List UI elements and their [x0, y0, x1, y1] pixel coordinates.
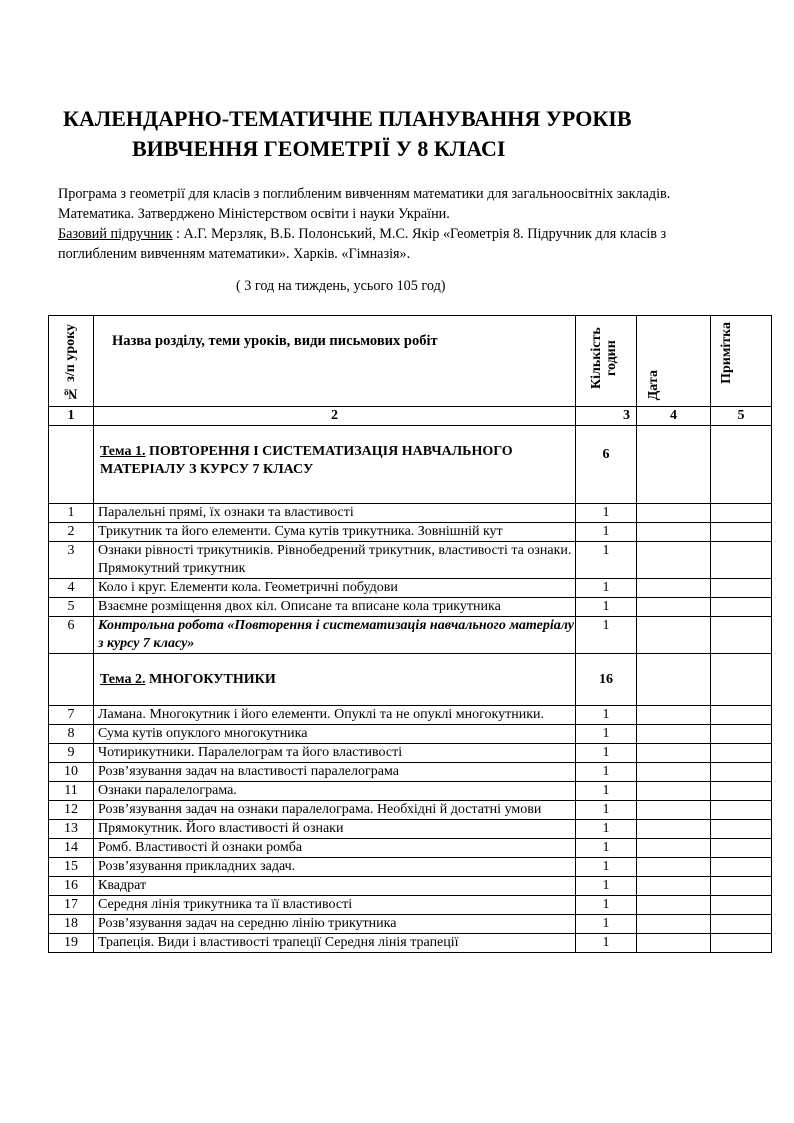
note-cell[interactable]: [711, 782, 772, 801]
table-row: [49, 877, 772, 896]
lesson-title: Розв’язування задач на ознаки паралелограма. Необхідні й достатні умови: [94, 801, 576, 820]
lesson-title: Взаємне розміщення двох кіл. Описане та вписане кола трикутника: [94, 598, 576, 617]
hours-cell: 1: [576, 617, 637, 654]
test-title: Контрольна робота «Повторення і систематизація навчального матеріалу з курсу 7 класу»: [94, 617, 576, 654]
hours-cell: 1: [576, 744, 637, 763]
lesson-title: Ламана. Многокутник і його елементи. Опуклі та не опуклі многокутники.: [94, 706, 576, 725]
plan-table-body: [49, 426, 772, 953]
table-row: [49, 820, 772, 839]
date-cell[interactable]: [637, 801, 711, 820]
plan-table: [48, 315, 772, 953]
lesson-number: 9: [49, 744, 94, 763]
textbook-label: Базовий підручник: [58, 226, 173, 242]
document-title: [63, 104, 763, 164]
note-cell[interactable]: [711, 579, 772, 598]
date-cell[interactable]: [637, 839, 711, 858]
date-cell[interactable]: [637, 820, 711, 839]
column-number: 5: [711, 407, 772, 426]
table-row: [49, 706, 772, 725]
header-date: Дата: [637, 316, 711, 407]
date-cell[interactable]: [637, 915, 711, 934]
intro-paragraph: [58, 184, 748, 264]
test-row: [49, 617, 772, 654]
topic-row: [49, 654, 772, 706]
date-cell[interactable]: [637, 782, 711, 801]
hours-cell: 1: [576, 820, 637, 839]
table-row: [49, 523, 772, 542]
lesson-number: 10: [49, 763, 94, 782]
lesson-number: 19: [49, 934, 94, 953]
title-line-1: КАЛЕНДАРНО-ТЕМАТИЧНЕ ПЛАНУВАННЯ УРОКІВ: [63, 106, 632, 131]
lesson-title: Сума кутів опуклого многокутника: [94, 725, 576, 744]
date-cell[interactable]: [637, 579, 711, 598]
lesson-number: 15: [49, 858, 94, 877]
lesson-title: Трикутник та його елементи. Сума кутів трикутника. Зовнішній кут: [94, 523, 576, 542]
table-row: [49, 934, 772, 953]
topic-label: Тема 1.: [100, 444, 146, 459]
topic-title: [94, 426, 576, 504]
textbook-text: : А.Г. Мерзляк, В.Б. Полонський, М.С. Якір «Геометрія 8. Підручник для класів з поглибленим вивченням математики». Харків. «Гімназія».: [58, 226, 667, 262]
date-cell[interactable]: [637, 706, 711, 725]
table-row: [49, 896, 772, 915]
lesson-title: Розв’язування прикладних задач.: [94, 858, 576, 877]
note-cell[interactable]: [711, 617, 772, 654]
note-cell[interactable]: [711, 896, 772, 915]
note-cell[interactable]: [711, 598, 772, 617]
column-number: 4: [637, 407, 711, 426]
lesson-title: Трапеція. Види і властивості трапеції Середня лінія трапеції: [94, 934, 576, 953]
hours-cell: 1: [576, 523, 637, 542]
topic-name: ПОВТОРЕННЯ І СИСТЕМАТИЗАЦІЯ НАВЧАЛЬНОГО МАТЕРІАЛУ З КУРСУ 7 КЛАСУ: [100, 444, 513, 477]
hours-note: ( 3 год на тиждень, усього 105 год): [236, 278, 446, 294]
date-cell[interactable]: [637, 504, 711, 523]
header-no: № з/п уроку: [49, 316, 94, 407]
lesson-title: Квадрат: [94, 877, 576, 896]
note-cell[interactable]: [711, 706, 772, 725]
date-cell[interactable]: [637, 617, 711, 654]
lesson-number: [49, 654, 94, 706]
note-cell[interactable]: [711, 934, 772, 953]
lesson-number: 18: [49, 915, 94, 934]
lesson-number: 17: [49, 896, 94, 915]
table-row: [49, 858, 772, 877]
lesson-number: 12: [49, 801, 94, 820]
lesson-title: Паралельні прямі, їх ознаки та властивості: [94, 504, 576, 523]
hours-cell: 1: [576, 706, 637, 725]
lesson-title: Ознаки паралелограма.: [94, 782, 576, 801]
hours-cell: 1: [576, 725, 637, 744]
date-cell[interactable]: [637, 877, 711, 896]
date-cell[interactable]: [637, 744, 711, 763]
note-cell[interactable]: [711, 426, 772, 504]
note-cell[interactable]: [711, 820, 772, 839]
note-cell[interactable]: [711, 744, 772, 763]
table-row: [49, 542, 772, 579]
date-cell[interactable]: [637, 858, 711, 877]
table-row: [49, 598, 772, 617]
lesson-number: 7: [49, 706, 94, 725]
hours-cell: 16: [576, 654, 637, 706]
lesson-title: Ознаки рівності трикутників. Рівнобедрений трикутник, властивості та ознаки. Прямокутний трикутник: [94, 542, 576, 579]
column-number-row: [49, 407, 772, 426]
hours-cell: 1: [576, 763, 637, 782]
topic-row: [49, 426, 772, 504]
hours-cell: 1: [576, 504, 637, 523]
hours-cell: 1: [576, 782, 637, 801]
table-row: [49, 725, 772, 744]
lesson-number: 11: [49, 782, 94, 801]
hours-cell: 1: [576, 934, 637, 953]
note-cell[interactable]: [711, 542, 772, 579]
lesson-number: 6: [49, 617, 94, 654]
lesson-title: Прямокутник. Його властивості й ознаки: [94, 820, 576, 839]
note-cell[interactable]: [711, 523, 772, 542]
table-row: [49, 915, 772, 934]
lesson-number: 1: [49, 504, 94, 523]
hours-cell: 1: [576, 915, 637, 934]
lesson-title: Ромб. Властивості й ознаки ромба: [94, 839, 576, 858]
header-note: Примітка: [711, 316, 772, 407]
table-row: [49, 782, 772, 801]
date-cell[interactable]: [637, 654, 711, 706]
lesson-number: 14: [49, 839, 94, 858]
program-text: Програма з геометрії для класів з поглибленим вивченням математики для загальноосвітніх закладів. Математика. Затверджено Міністерством освіти і науки України.: [58, 186, 671, 222]
date-cell[interactable]: [637, 598, 711, 617]
hours-cell: 1: [576, 877, 637, 896]
column-number: 2: [94, 407, 576, 426]
topic-title: [94, 654, 576, 706]
table-row: [49, 763, 772, 782]
lesson-number: 8: [49, 725, 94, 744]
lesson-title: Розв’язування задач на середню лінію трикутника: [94, 915, 576, 934]
note-cell[interactable]: [711, 801, 772, 820]
date-cell[interactable]: [637, 725, 711, 744]
table-row: [49, 744, 772, 763]
column-number: 1: [49, 407, 94, 426]
lesson-title: Середня лінія трикутника та її властивості: [94, 896, 576, 915]
header-name: Назва розділу, теми уроків, види письмових робіт: [94, 316, 576, 407]
note-cell[interactable]: [711, 915, 772, 934]
hours-cell: 6: [576, 426, 637, 504]
lesson-number: 3: [49, 542, 94, 579]
hours-cell: 1: [576, 598, 637, 617]
topic-label: Тема 2.: [100, 672, 146, 687]
table-row: [49, 801, 772, 820]
lesson-number: 4: [49, 579, 94, 598]
hours-cell: 1: [576, 839, 637, 858]
table-row: [49, 504, 772, 523]
note-cell[interactable]: [711, 725, 772, 744]
hours-cell: 1: [576, 858, 637, 877]
title-line-2: ВИВЧЕННЯ ГЕОМЕТРІЇ У 8 КЛАСІ: [132, 136, 506, 161]
hours-cell: 1: [576, 542, 637, 579]
note-cell[interactable]: [711, 858, 772, 877]
hours-cell: 1: [576, 579, 637, 598]
lesson-number: 16: [49, 877, 94, 896]
table-row: [49, 579, 772, 598]
table-row: [49, 839, 772, 858]
table-header-row: [49, 316, 772, 407]
hours-cell: 1: [576, 801, 637, 820]
hours-cell: 1: [576, 896, 637, 915]
lesson-number: 5: [49, 598, 94, 617]
topic-name: МНОГОКУТНИКИ: [145, 672, 276, 687]
date-cell[interactable]: [637, 542, 711, 579]
note-cell[interactable]: [711, 504, 772, 523]
note-cell[interactable]: [711, 877, 772, 896]
note-cell[interactable]: [711, 654, 772, 706]
date-cell[interactable]: [637, 934, 711, 953]
note-cell[interactable]: [711, 839, 772, 858]
date-cell[interactable]: [637, 523, 711, 542]
lesson-number: 13: [49, 820, 94, 839]
date-cell[interactable]: [637, 426, 711, 504]
lesson-number: [49, 426, 94, 504]
lesson-title: Коло і круг. Елементи кола. Геометричні побудови: [94, 579, 576, 598]
note-cell[interactable]: [711, 763, 772, 782]
column-number: 3: [576, 407, 637, 426]
date-cell[interactable]: [637, 896, 711, 915]
lesson-number: 2: [49, 523, 94, 542]
header-hours: Кількість годин: [576, 316, 637, 407]
lesson-title: Чотирикутники. Паралелограм та його властивості: [94, 744, 576, 763]
lesson-title: Розв’язування задач на властивості паралелограма: [94, 763, 576, 782]
date-cell[interactable]: [637, 763, 711, 782]
